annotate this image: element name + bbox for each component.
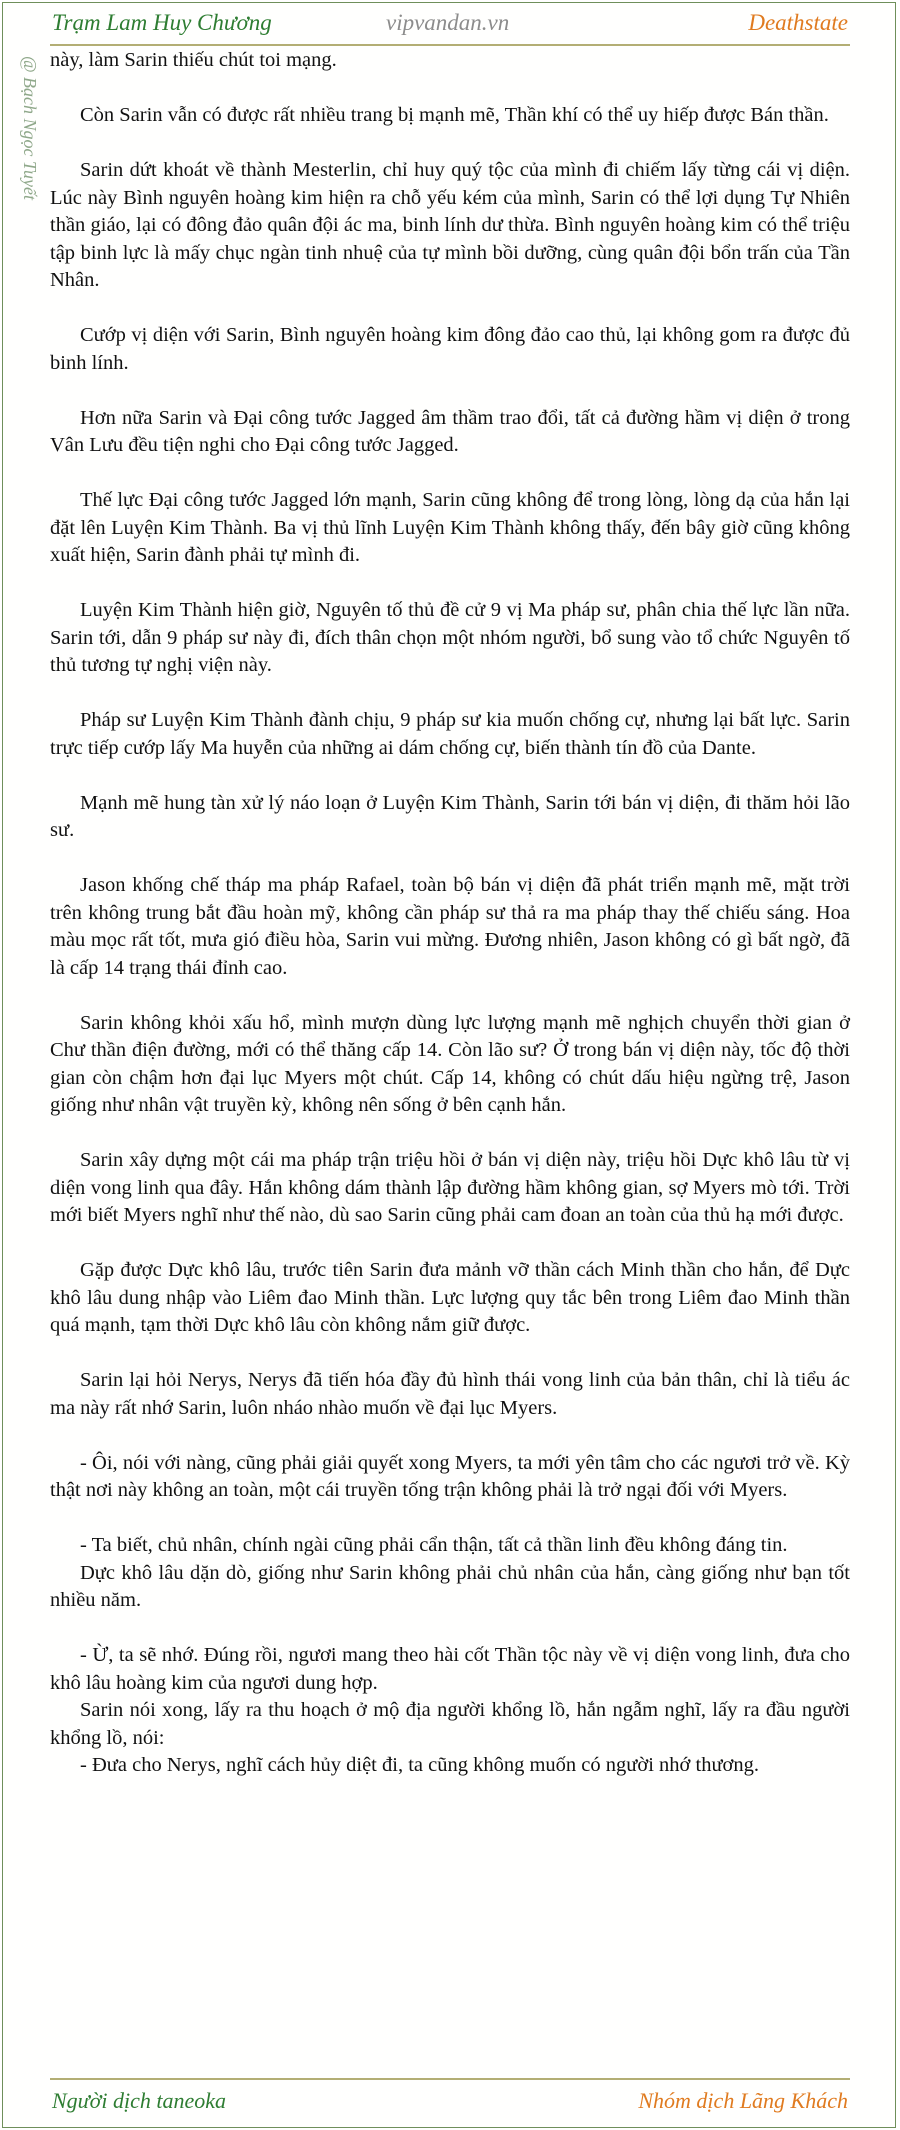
paragraph: Pháp sư Luyện Kim Thành đành chịu, 9 pháp sư kia muốn chống cự, nhưng lại bất lực. Sarin trực tiếp cướp lấy Ma huyễn của những ai dám chống cự, biến thành tín đồ của Dante.: [50, 709, 850, 759]
paragraph: Sarin lại hỏi Nerys, Nerys đã tiến hóa đầy đủ hình thái vong linh của bản thân, chỉ là tiểu ác ma này rất nhớ Sarin, luôn nháo nhào muốn về đại lục Myers.: [50, 1369, 850, 1419]
footer-translator: Người dịch taneoka: [52, 2088, 227, 2113]
paragraph: Hơn nữa Sarin và Đại công tước Jagged âm thầm trao đổi, tất cả đường hầm vị diện ở trong Vân Lưu đều tiện nghi cho Đại công tước Jagged.: [50, 406, 850, 456]
header-url[interactable]: vipvandan.vn: [386, 10, 510, 35]
chapter-text: [50, 47, 850, 1780]
paragraph: Mạnh mẽ hung tàn xử lý náo loạn ở Luyện Kim Thành, Sarin tới bán vị diện, đi thăm hỏi lão sư.: [50, 791, 850, 841]
header-divider: [50, 44, 850, 46]
paragraph: Sarin dứt khoát về thành Mesterlin, chỉ huy quý tộc của mình đi chiếm lấy từng cái vị diện. Lúc này Bình nguyên hoàng kim hiện ra chỗ yếu kém của mình, Sarin có thể lợi dụng Tự Nhiên thần giáo, lại có đông đảo quân đội ác ma, binh lính dư thừa. Bình nguyên hoàng kim có thể triệu tập binh lực là mấy chục ngàn tinh nhuệ của tự mình bồi dưỡng, cùng quân đội bổn trấn của Tần Nhân.: [50, 159, 850, 291]
page-header: [52, 8, 848, 38]
paragraph: Còn Sarin vẫn có được rất nhiều trang bị mạnh mẽ, Thần khí có thể uy hiếp được Bán thần.: [80, 104, 829, 126]
dialogue-line: - Ôi, nói với nàng, cũng phải giải quyết xong Myers, ta mới yên tâm cho các ngươi trở về. Kỳ thật nơi này không an toàn, một cái truyền tống trận không phải là trở ngại đối với Myers.: [50, 1451, 850, 1501]
dialogue-line: - Ta biết, chủ nhân, chính ngài cũng phải cẩn thận, tất cả thần linh đều không đáng tin.: [80, 1534, 788, 1556]
page-footer: [52, 2088, 848, 2118]
paragraph: Gặp được Dực khô lâu, trước tiên Sarin đưa mảnh vỡ thần cách Minh thần cho hắn, để Dực khô lâu dung nhập vào Liêm đao Minh thần. Lực lượng quy tắc bên trong Liêm đao Minh thần quá mạnh, tạm thời Dực khô lâu còn không nắm giữ được.: [50, 1259, 850, 1336]
dialogue-line: - Đưa cho Nerys, nghĩ cách hủy diệt đi, ta cũng không muốn có người nhớ thương.: [80, 1754, 760, 1776]
paragraph: Dực khô lâu dặn dò, giống như Sarin không phải chủ nhân của hắn, càng giống như bạn tốt nhiều năm.: [50, 1561, 850, 1611]
header-site-name: Trạm Lam Huy Chương: [52, 10, 272, 35]
watermark-author: @ Bạch Ngọc Tuyết: [20, 56, 40, 201]
paragraph: Sarin xây dựng một cái ma pháp trận triệu hồi ở bán vị diện này, triệu hồi Dực khô lâu từ vị diện vong linh qua đây. Hắn không dám thành lập đường hầm không gian, sợ Myers mò tới. Trời mới biết Myers nghĩ như thế nào, dù sao Sarin cũng phải cam đoan an toàn của thủ hạ mới được.: [50, 1149, 850, 1226]
footer-translation-group: Nhóm dịch Lãng Khách: [638, 2088, 848, 2113]
footer-divider: [50, 2078, 850, 2080]
paragraph: Jason khống chế tháp ma pháp Rafael, toàn bộ bán vị diện đã phát triển mạnh mẽ, mặt trời trên không trung bắt đầu hoàn mỹ, không cần pháp sư thả ra ma pháp thay thế chiếu sáng. Hoa màu mọc rất tốt, mưa gió điều hòa, Sarin vui mừng. Đương nhiên, Jason không có gì bất ngờ, đã là cấp 14 trạng thái đỉnh cao.: [50, 874, 850, 979]
paragraph: Luyện Kim Thành hiện giờ, Nguyên tố thủ đề cử 9 vị Ma pháp sư, phân chia thế lực lần nữa. Sarin tới, dẫn 9 pháp sư này đi, đích thân chọn một nhóm người, bổ sung vào tổ chức Nguyên tố thủ tương tự nghị viện này.: [50, 599, 850, 676]
paragraph: này, làm Sarin thiếu chút toi mạng.: [50, 49, 337, 71]
paragraph: Sarin nói xong, lấy ra thu hoạch ở mộ địa người khổng lồ, hắn ngẫm nghĩ, lấy ra đầu người khổng lồ, nói:: [50, 1699, 850, 1749]
dialogue-line: - Ừ, ta sẽ nhớ. Đúng rồi, ngươi mang theo hài cốt Thần tộc này về vị diện vong linh, đưa cho khô lâu hoàng kim của ngươi dung hợp.: [50, 1644, 850, 1694]
header-book-title: Deathstate: [748, 10, 848, 35]
paragraph: Sarin không khỏi xấu hổ, mình mượn dùng lực lượng mạnh mẽ nghịch chuyển thời gian ở Chư thần điện đường, mới có thể thăng cấp 14. Còn lão sư? Ở trong bán vị diện này, tốc độ thời gian còn chậm hơn đại lục Myers một chút. Cấp 14, không có chút dấu hiệu ngừng trệ, Jason giống như nhân vật truyền kỳ, không nên sống ở bên cạnh hắn.: [50, 1011, 850, 1116]
paragraph: Thế lực Đại công tước Jagged lớn mạnh, Sarin cũng không để trong lòng, lòng dạ của hắn lại đặt lên Luyện Kim Thành. Ba vị thủ lĩnh Luyện Kim Thành không thấy, đến bây giờ cũng không xuất hiện, Sarin đành phải tự mình đi.: [50, 489, 850, 566]
paragraph: Cướp vị diện với Sarin, Bình nguyên hoàng kim đông đảo cao thủ, lại không gom ra được đủ binh lính.: [50, 324, 850, 374]
